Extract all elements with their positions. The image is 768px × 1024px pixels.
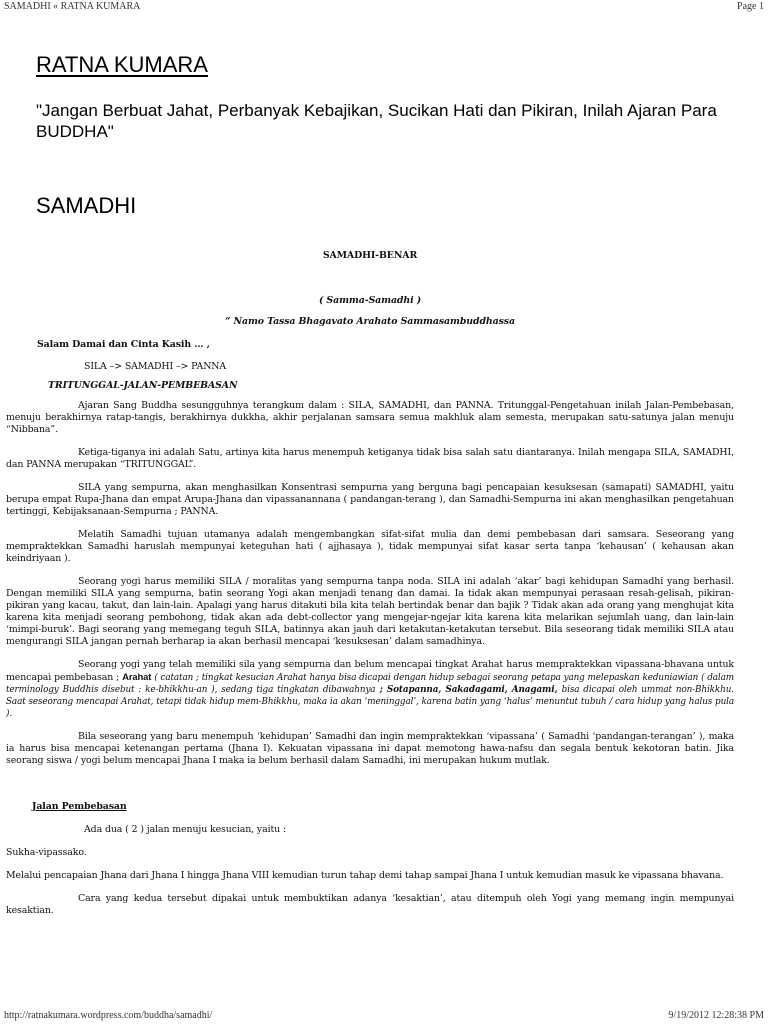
print-header bbox=[0, 0, 768, 14]
print-url: http://ratnakumara.wordpress.com/buddha/samadhi/ bbox=[4, 1010, 213, 1021]
paragraph: Ketiga-tiganya ini adalah Satu, artinya kita harus menempuh ketiganya tidak bisa salah satu diantaranya. Inilah mengapa SILA, SAMADHI, dan PANNA merupakan “TRITUNGGAL”. bbox=[6, 447, 734, 470]
post-heading: SAMADHI-BENAR bbox=[322, 250, 418, 261]
site-tagline: "Jangan Berbuat Jahat, Perbanyak Kebajikan, Sucikan Hati dan Pikiran, Inilah Ajaran Para BUDDHA" bbox=[36, 101, 717, 141]
path-item: Sukha-vipassako. bbox=[6, 847, 87, 858]
triad-title: TRITUNGGAL-JALAN-PEMBEBASAN bbox=[48, 380, 238, 391]
path-last-paragraph: Cara yang kedua tersebut dipakai untuk membuktikan adanya ‘kesaktian’, atau ditempuh oleh Yogi yang memang ingin mempunyai kesaktian. bbox=[6, 893, 734, 916]
triad-line: SILA –> SAMADHI –> PANNA bbox=[84, 361, 227, 372]
paragraph: Seorang yogi harus memiliki SILA / moralitas yang sempurna tanpa noda. SILA ini adalah ‘akar’ bagi kehidupan Samadhi yang berhasil. Dengan memiliki SILA yang sempurna, batin seorang Yogi akan menjadi tenang dan damai. Ia tidak akan mempunyai perasaan resah-gelisah, pikiran-pikiran yang kacau, takut, dan lain-lain. Apalagi yang harus ditakuti bila kita telah bertindak benar dan bajik ? Tidak akan ada orang yang menghujat kita karena kita menjadi seorang pembohong, tidak akan ada debt-collector yang mengejar-ngejar kita karena kita melarikan sejumlah uang, dan lain-lain ‘mimpi-buruk’. Bagi seorang yang memegang teguh SILA, batinnya akan jauh dari ketakutan-ketakutan tersebut. Bila seseorang tidak memiliki SILA atau mengurangi SILA jangan pernah berharap ia akan berhasil mencapai ‘kesuksesan’ dalam samadhinya. bbox=[6, 576, 734, 647]
post-content bbox=[6, 250, 734, 917]
path-description: Melalui pencapaian Jhana dari Jhana I hingga Jhana VIII kemudian turun tahap demi tahap sampai Jhana I untuk kemudian masuk ke vipassana bhavana. bbox=[6, 870, 724, 881]
path-heading: Jalan Pembebasan bbox=[32, 801, 127, 812]
paragraph: Melatih Samadhi tujuan utamanya adalah mengembangkan sifat-sifat mulia dan demi pembebasan dari samsara. Seseorang yang mempraktekkan Samadhi haruslah mempunyai keteguhan hati ( ajjhasaya ), tidak mempunyai sifat kasar serta tanpa ‘kehausan’ ( kehausan akan keindriyaan ). bbox=[6, 529, 734, 564]
post-subheading: ( Samma-Samadhi ) bbox=[318, 295, 422, 306]
arahat-note-b: bisa dicapai oleh ummat non-Bhikkhu. Saat seseorang mencapai Arahat, tetapi tidak hidup mem-Bhikkhu, maka ia akan ‘meninggal’, karena batin yang ‘halus’ menuntut tubuh / cara hidup yang halus pula ). bbox=[6, 685, 734, 719]
jhana-paragraph: Bila seseorang yang baru menempuh ‘kehidupan’ Samadhi dan ingin mempraktekkan ‘vipassana’ ( Samadhi ‘pandangan-terangan’ ), maka ia harus bisa mencapai ketenangan pertama (Jhana I). Kekuatan vipassana ini dapat memotong hawa-nafsu dan segala bentuk kekotoran batin. Jika seorang siswa / yogi belum mencapai Jhana I maka ia belum berhasil dalam Samadhi, ini merupakan hukum mutlak. bbox=[6, 731, 734, 766]
greeting: Salam Damai dan Cinta Kasih … , bbox=[37, 339, 210, 350]
namo-line: “ Namo Tassa Bhagavato Arahato Sammasambuddhassa bbox=[225, 316, 515, 327]
print-footer bbox=[0, 1008, 768, 1024]
path-intro: Ada dua ( 2 ) jalan menuju kesucian, yaitu : bbox=[84, 824, 287, 835]
arahat-note-terms: ; Sotapanna, Sakadagami, Anagami, bbox=[379, 685, 558, 695]
arahat-lead: Seorang yogi yang telah memiliki sila yang sempurna dan belum mencapai tingkat Arahat harus mempraktekkan vipassana-bhavana untuk mencapai pembebasan ; bbox=[6, 659, 734, 683]
site-title-link[interactable]: RATNA KUMARA bbox=[36, 52, 208, 77]
print-timestamp: 9/19/2012 12:28:38 PM bbox=[668, 1010, 764, 1021]
paragraph: SILA yang sempurna, akan menghasilkan Konsentrasi sempurna yang berguna bagi pencapaian kesuksesan (samapati) SAMADHI, yaitu berupa empat Rupa-Jhana dan empat Arupa-Jhana dan vipassanannana ( pandangan-terang ), dan Samadhi-Sempurna ini akan menghasilkan pengetahuan tertinggi, Kebijaksanaan-Sempurna ; PANNA. bbox=[6, 482, 734, 517]
arahat-note-a: ( catatan ; tingkat kesucian Arahat hanya bisa dicapai dengan hidup sebagai seorang petapa yang melepaskan keduniawian ( dalam terminology Buddhis disebut : ke-bhikkhu-an ), sedang tiga tingkatan dibawahnya bbox=[6, 673, 734, 695]
print-page-number: Page 1 bbox=[737, 1, 764, 12]
arahat-term: Arahat bbox=[122, 671, 152, 682]
print-header-title: SAMADHI « RATNA KUMARA bbox=[4, 1, 141, 12]
post-title: SAMADHI bbox=[36, 193, 137, 218]
paragraph: Ajaran Sang Buddha sesungguhnya terangkum dalam : SILA, SAMADHI, dan PANNA. Tritunggal-Pengetahuan inilah Jalan-Pembebasan, menuju berakhirnya ratap-tangis, berakhirnya dukkha, akhir perjalanan samsara semua makhluk alam semesta, merupakan satu-satunya jalan menuju “Nibbana”. bbox=[6, 400, 734, 435]
arahat-paragraph bbox=[6, 659, 734, 720]
